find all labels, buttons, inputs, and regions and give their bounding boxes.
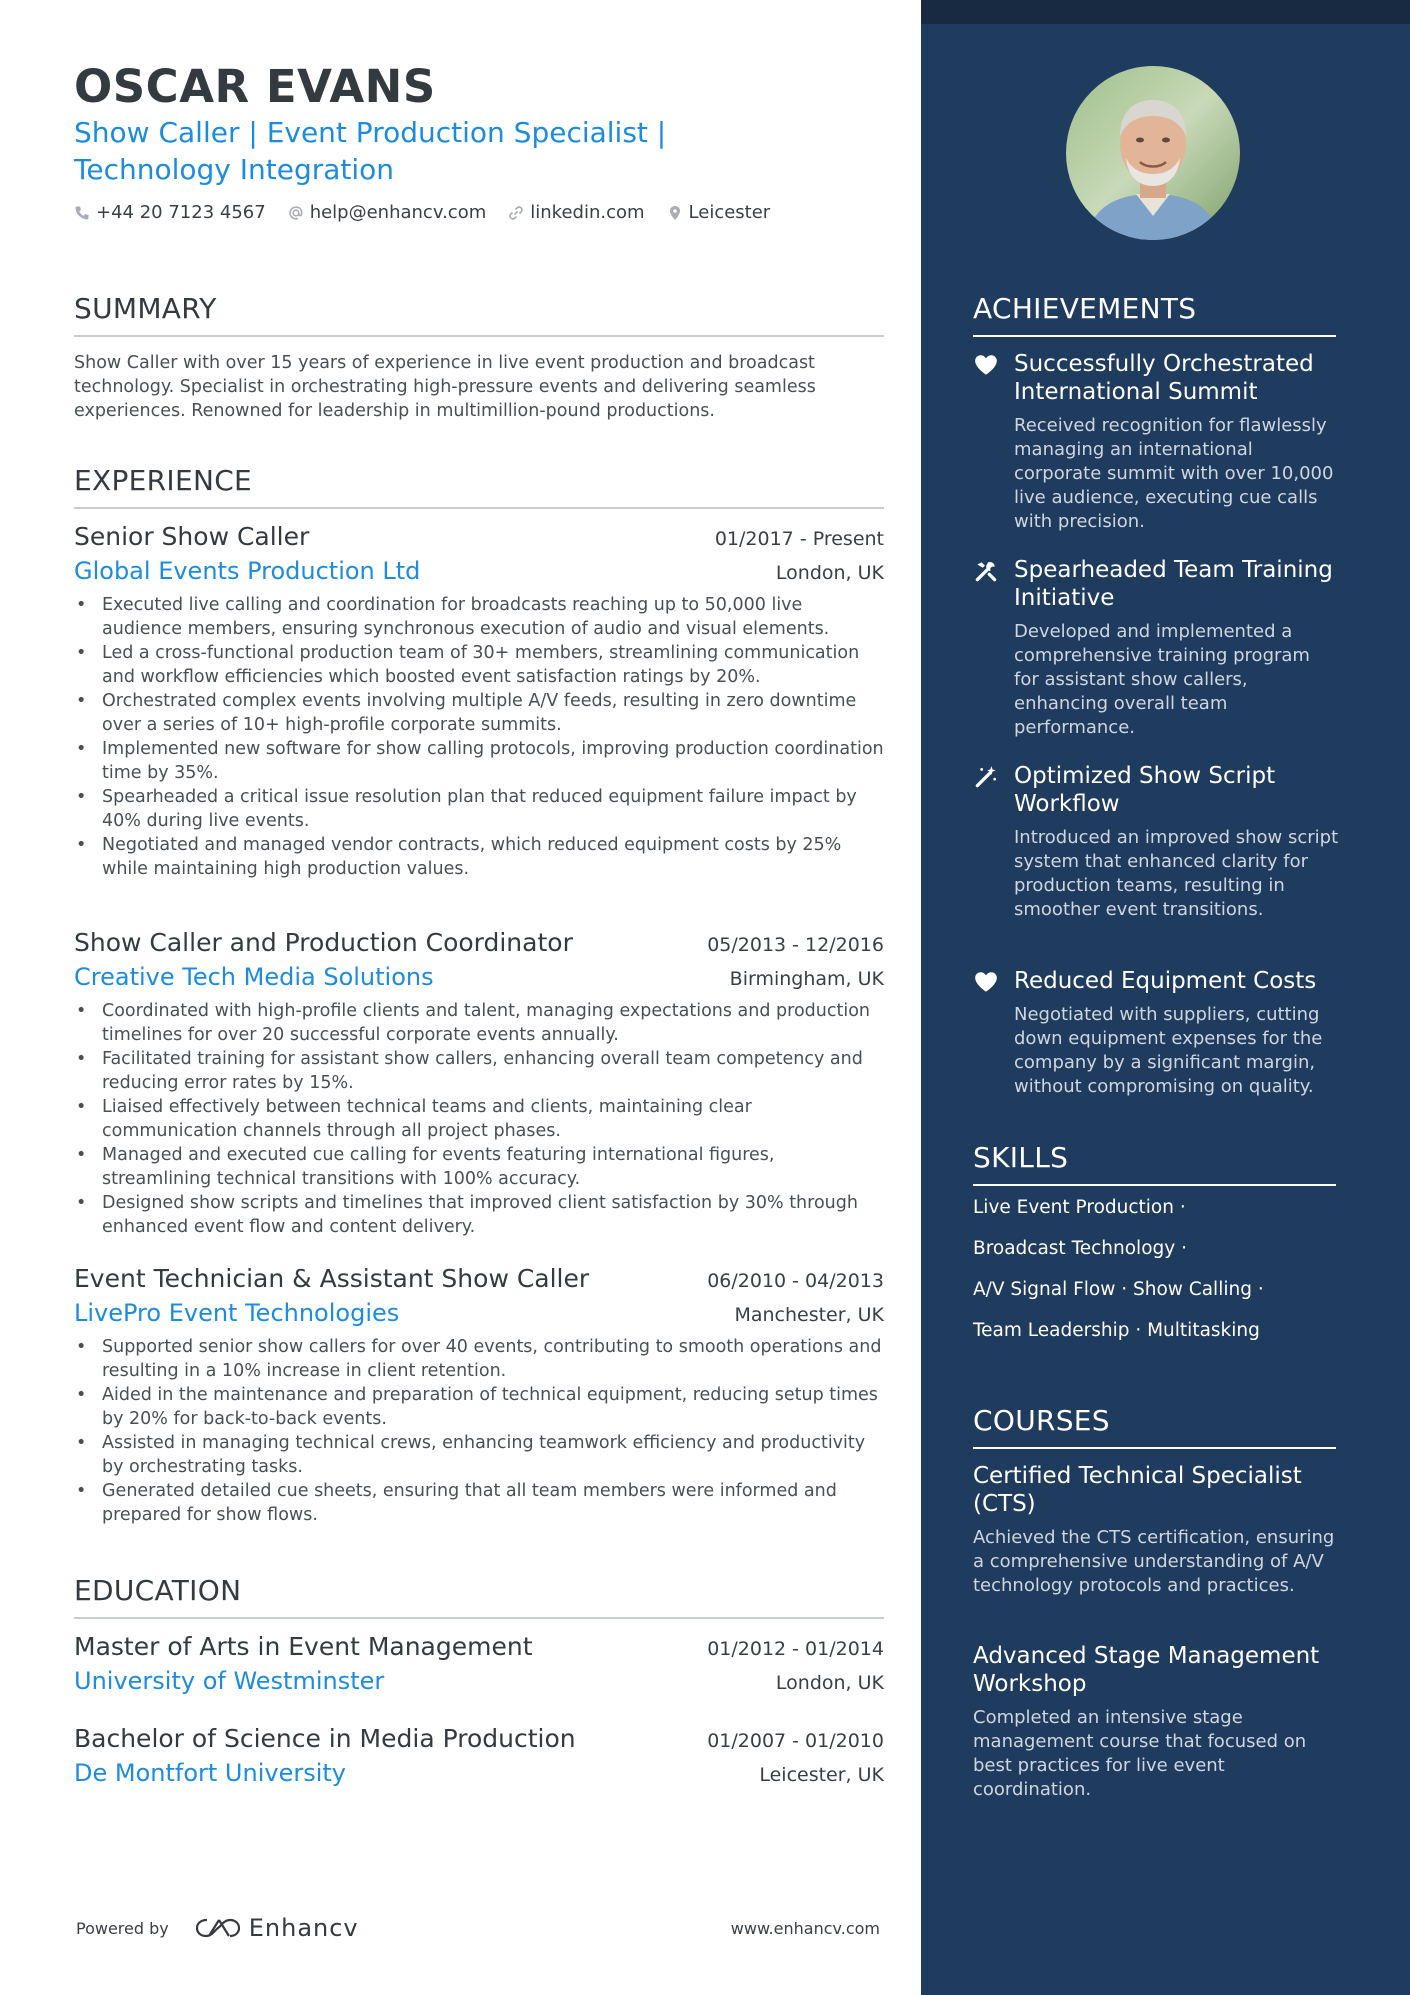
- job-bullet: • Orchestrated complex events involving multiple A/V feeds, resulting in zero downtime over a series of 10+ high-profile corporate summits.: [74, 689, 884, 737]
- contact-phone[interactable]: [74, 202, 266, 223]
- contact-linkedin-text: linkedin.com: [530, 202, 645, 223]
- course-title: Advanced Stage Management Workshop: [973, 1643, 1320, 1697]
- skills-list: [973, 1196, 1336, 1360]
- location-pin-icon: [667, 205, 683, 221]
- contact-email[interactable]: [288, 202, 487, 223]
- enhancv-logo[interactable]: [195, 1914, 359, 1942]
- achievement-item: [973, 556, 1339, 740]
- achievements-heading: ACHIEVEMENTS: [973, 292, 1336, 337]
- job-bullets: [74, 593, 884, 881]
- website-link[interactable]: www.enhancv.com: [730, 1918, 880, 1938]
- achievement-title: Successfully Orchestrated International Summit: [1014, 351, 1314, 405]
- job-company[interactable]: Creative Tech Media Solutions: [74, 963, 434, 991]
- job-bullet: • Coordinated with high-profile clients and talent, managing expectations and production timelines for over 20 successful corporate events annually.: [74, 999, 884, 1047]
- course-desc: Completed an intensive stage management course that focused on best practices for live event coordination.: [973, 1707, 1307, 1800]
- job-bullet: • Facilitated training for assistant show callers, enhancing overall team competency and reducing error rates by 15%.: [74, 1047, 884, 1095]
- experience-heading: EXPERIENCE: [74, 464, 884, 509]
- job-dates: 06/2010 - 04/2013: [707, 1270, 884, 1292]
- job-location: Birmingham, UK: [729, 968, 884, 990]
- phone-icon: [74, 205, 90, 221]
- education-entry: [74, 1724, 884, 1787]
- job-bullet: • Supported senior show callers for over 40 events, contributing to smooth operations and resulting in a 10% increase in client retention.: [74, 1335, 884, 1383]
- job-bullet: • Spearheaded a critical issue resolution plan that reduced equipment failure impact by 40% during live events.: [74, 785, 884, 833]
- job-bullet: • Designed show scripts and timelines that improved client satisfaction by 30% through enhanced event flow and content delivery.: [74, 1191, 884, 1239]
- footer: [76, 1914, 880, 1942]
- job-bullet: • Implemented new software for show calling protocols, improving production coordination time by 35%.: [74, 737, 884, 785]
- job-location: London, UK: [775, 562, 884, 584]
- job-company[interactable]: Global Events Production Ltd: [74, 557, 421, 585]
- job-bullet: • Negotiated and managed vendor contracts, which reduced equipment costs by 25% while maintaining high production values.: [74, 833, 884, 881]
- contact-phone-text: +44 20 7123 4567: [96, 202, 266, 223]
- job-location: Manchester, UK: [734, 1304, 884, 1326]
- job-title: Event Technician & Assistant Show Caller: [74, 1264, 590, 1293]
- enhancv-logo-icon: [195, 1916, 241, 1940]
- magic-wand-icon: [973, 764, 999, 790]
- headline: Show Caller | Event Production Specialist | Technology Integration: [74, 116, 667, 186]
- skill-line: Broadcast Technology ·: [973, 1238, 1187, 1259]
- enhancv-brand-text: Enhancv: [248, 1914, 359, 1942]
- job-bullet: • Aided in the maintenance and preparation of technical equipment, reducing setup times by 20% for back-to-back events.: [74, 1383, 884, 1431]
- school-location: Leicester, UK: [759, 1764, 884, 1786]
- skill-line: Live Event Production ·: [973, 1197, 1186, 1218]
- job-bullet: • Led a cross-functional production team of 30+ members, streamlining communication and workflow efficiencies which boosted event satisfaction ratings by 20%.: [74, 641, 884, 689]
- job-bullet: • Assisted in managing technical crews, enhancing teamwork efficiency and productivity by orchestrating tasks.: [74, 1431, 884, 1479]
- candidate-name: OSCAR EVANS: [74, 60, 436, 113]
- skill-line: A/V Signal Flow · Show Calling ·: [973, 1279, 1264, 1300]
- contact-row: [74, 202, 792, 223]
- summary-text: Show Caller with over 15 years of experience in live event production and broadcast technology. Specialist in orchestrating high-pressure events and delivering seamless experiences. Renowned for leadership in multimillion-pound productions.: [74, 353, 816, 421]
- job-bullet: • Executed live calling and coordination for broadcasts reaching up to 50,000 live audience members, ensuring synchronous execution of audio and visual elements.: [74, 593, 884, 641]
- heart-icon: [973, 969, 999, 995]
- job-dates: 05/2013 - 12/2016: [707, 934, 884, 956]
- profile-photo-image: [1066, 66, 1240, 240]
- at-icon: [288, 205, 304, 221]
- summary-heading: SUMMARY: [74, 292, 884, 337]
- job-bullet: • Generated detailed cue sheets, ensuring that all team members were informed and prepared for show flows.: [74, 1479, 884, 1527]
- education-heading: EDUCATION: [74, 1574, 884, 1619]
- powered-by: [76, 1914, 359, 1942]
- skills-heading: SKILLS: [973, 1141, 1336, 1186]
- powered-by-label: Powered by: [76, 1918, 169, 1938]
- achievement-item: [973, 967, 1339, 1099]
- achievement-title: Spearheaded Team Training Initiative: [1014, 557, 1333, 611]
- profile-photo: [1066, 66, 1240, 240]
- job-bullet: • Managed and executed cue calling for events featuring international figures, streamlining technical transitions with 100% accuracy.: [74, 1143, 884, 1191]
- course-item: [973, 1642, 1336, 1802]
- degree-title: Bachelor of Science in Media Production: [74, 1724, 576, 1753]
- job-dates: 01/2017 - Present: [714, 528, 884, 550]
- achievement-desc: Negotiated with suppliers, cutting down equipment expenses for the company by a significant margin, without compromising on quality.: [1014, 1004, 1323, 1097]
- achievement-desc: Introduced an improved show script system that enhanced clarity for production teams, resulting in smoother event transitions.: [1014, 827, 1339, 920]
- contact-location-text: Leicester: [688, 202, 771, 223]
- degree-title: Master of Arts in Event Management: [74, 1632, 533, 1661]
- education-dates: 01/2012 - 01/2014: [707, 1638, 884, 1660]
- job-bullets: [74, 1335, 884, 1527]
- job-title: Senior Show Caller: [74, 522, 310, 551]
- contact-linkedin[interactable]: [508, 202, 644, 223]
- course-title: Certified Technical Specialist (CTS): [973, 1463, 1302, 1517]
- job-entry: [74, 1264, 884, 1527]
- courses-heading: COURSES: [973, 1404, 1336, 1449]
- contact-location: [667, 202, 771, 223]
- achievement-desc: Received recognition for flawlessly managing an international corporate summit with over 10,000 live audience, executing cue calls with precision.: [1014, 415, 1334, 532]
- job-bullet: • Liaised effectively between technical teams and clients, maintaining clear communication channels through all project phases.: [74, 1095, 884, 1143]
- achievement-desc: Developed and implemented a comprehensive training program for assistant show callers, enhancing overall team performance.: [1014, 621, 1310, 738]
- course-item: [973, 1462, 1336, 1598]
- link-icon: [508, 205, 524, 221]
- job-bullets: [74, 999, 884, 1239]
- job-entry: [74, 522, 884, 881]
- job-entry: [74, 928, 884, 1239]
- achievement-title: Reduced Equipment Costs: [1014, 968, 1317, 994]
- job-title: Show Caller and Production Coordinator: [74, 928, 573, 957]
- course-desc: Achieved the CTS certification, ensuring a comprehensive understanding of A/V technology protocols and practices.: [973, 1527, 1335, 1596]
- school-name[interactable]: De Montfort University: [74, 1759, 346, 1787]
- skill-line: Team Leadership · Multitasking: [973, 1320, 1260, 1341]
- achievement-title: Optimized Show Script Workflow: [1014, 763, 1276, 817]
- education-dates: 01/2007 - 01/2010: [707, 1730, 884, 1752]
- sidebar-top-bar: [921, 0, 1410, 24]
- school-name[interactable]: University of Westminster: [74, 1667, 385, 1695]
- heart-icon: [973, 352, 999, 378]
- achievement-item: [973, 350, 1339, 534]
- achievement-item: [973, 762, 1339, 922]
- school-location: London, UK: [775, 1672, 884, 1694]
- tools-icon: [973, 558, 999, 584]
- contact-email-text: help@enhancv.com: [309, 202, 487, 223]
- job-company[interactable]: LivePro Event Technologies: [74, 1299, 400, 1327]
- education-entry: [74, 1632, 884, 1695]
